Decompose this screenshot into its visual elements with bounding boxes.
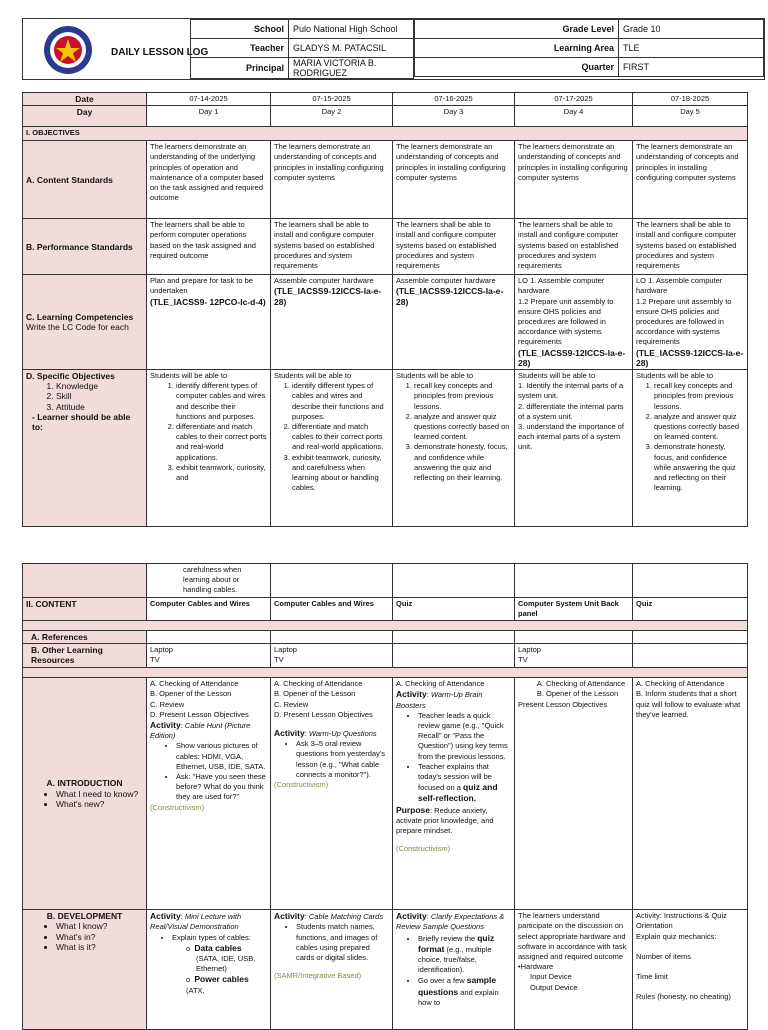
day-4: Day 4 — [515, 106, 633, 127]
competency-day4 — [515, 275, 633, 370]
list-item: 3. exhibit teamwork, curiosity, and carefulness when learning about or handling cables. — [292, 453, 389, 494]
list-item: 3. understand the importance of each internal parts of a system unit. — [518, 422, 624, 452]
competency-day2 — [271, 275, 393, 370]
content-standards-day3: The learners demonstrate an understanding of concepts and principles in installing configuring computer systems — [393, 141, 515, 219]
development-day5: Activity: Instructions & Quiz Orientation Explain quiz mechanics: Number of items Time limit Rules (honesty, no cheating) — [633, 910, 748, 1030]
competency-day3 — [393, 275, 515, 370]
list-item: 1. recall key concepts and principles from previous lessons. — [654, 381, 744, 412]
introduction-day2: A. Checking of Attendance B. Opener of the Lesson C. Review D. Present Lesson Objectives Activity: Warm-Up Questions • Ask 3–5 oral review questions from yesterday's lesson (e.g., "What cable connects a monitor?"). (Constructivism) — [271, 678, 393, 910]
objectives-day5 — [633, 370, 748, 527]
objectives-heading: I. OBJECTIVES — [23, 127, 748, 141]
performance-standards-day4: The learners shall be able to install and configure computer systems based on established procedures and system requirements — [515, 219, 633, 275]
content-label: II. CONTENT — [23, 597, 147, 620]
competency-text: LO 1. Assemble computer hardware 1.2 Prepare unit assembly to ensure OHS policies and procedures are followed in accordance with systems requirements — [518, 276, 614, 347]
content-standards-label: A. Content Standards — [23, 141, 147, 219]
development-day3: Activity: Clarify Expectations & Review Sample Questions • Briefly review the quiz format (e.g., multiple choice, true/false, identification). • Go over a few sample questions and explain how to — [393, 910, 515, 1030]
list-item: 2. differentiate the internal parts of a system unit. — [518, 401, 624, 421]
objectives-intro: Students will be able to — [518, 371, 596, 381]
performance-standards-label: B. Performance Standards — [23, 219, 147, 275]
competency-text: Plan and prepare for task to be undertaken — [150, 276, 253, 296]
list-item: • Teacher leads a quick review game (e.g., "Quick Recall" or "Pass the Question") using key terms from the previous lessons. — [418, 711, 511, 762]
objectives-list — [274, 381, 389, 493]
development-day1: Activity: Mini Lecture with Real/Visual Demonstration • Explain types of cables: o Data cables (SATA, IDE, USB, Ethernet) o Power cables (ATX, — [147, 910, 271, 1030]
list-item: • Go over a few sample questions and explain how to — [418, 975, 511, 1008]
list-item: • Students match names, functions, and images of cables using prepared cards or digital slides. — [296, 922, 389, 963]
list-item: 1. Knowledge — [56, 381, 143, 391]
list-item: 2. differentiate and match cables to their correct ports and real-world applications. — [292, 422, 389, 453]
objectives-day4 — [515, 370, 633, 527]
content-standards-day4: The learners demonstrate an understanding of concepts and principles in installing configuring computer systems — [515, 141, 633, 219]
list-item: 2. analyze and answer quiz questions correctly based on learned content. — [654, 412, 744, 443]
objectives-intro: Students will be able to — [636, 371, 714, 381]
list-item: • What's in? — [56, 932, 143, 942]
content-day4: Computer System Unit Back panel — [515, 597, 633, 620]
area-label: Learning Area — [415, 39, 619, 58]
competency-day5 — [633, 275, 748, 370]
list-item: • What I know? — [56, 921, 143, 931]
principal-label: Principal — [191, 58, 289, 79]
list-item: 3. demonstrate honesty, focus, and confidence while answering the quiz and reflecting on their learning. — [654, 442, 744, 493]
date-label: Date — [23, 93, 147, 106]
teacher-value: GLADYS M. PATACSIL — [289, 39, 414, 58]
list-item: • What is it? — [56, 942, 143, 952]
performance-standards-day1: The learners shall be able to perform computer operations based on the task assigned and required outcome — [147, 219, 271, 275]
introduction-day1: A. Checking of Attendance B. Opener of the Lesson C. Review D. Present Lesson Objectives Activity: Cable Hunt (Picture Edition) • Show various pictures of cables: HDMI, VGA, Ethernet, USB, IDE, SATA. • Ask: "Have you seen these before? What do you think they are used for?" (Constructivism) — [147, 678, 271, 910]
objectives-intro: Students will be able to — [150, 371, 228, 381]
introduction-day4: A. Checking of Attendance B. Opener of the Lesson Present Lesson Objectives — [515, 678, 633, 910]
objectives-day3 — [393, 370, 515, 527]
list-item: • Teacher explains that today's session will be focused on a quiz and self-reflection. — [418, 762, 511, 805]
competency-code: (TLE_IACSS9- 12PCO-Ic-d-4) — [150, 296, 266, 307]
competency-code: (TLE_IACSS9-12ICCS-Ia-e-28) — [636, 347, 744, 368]
day-5: Day 5 — [633, 106, 748, 127]
list-item: 3. Attitude — [56, 402, 143, 412]
content-day3: Quiz — [393, 597, 515, 620]
competency-text: LO 1. Assemble computer hardware 1.2 Prepare unit assembly to ensure OHS policies and procedures are followed in accordance with systems requirements — [636, 276, 732, 347]
competencies-title: C. Learning Competencies — [26, 311, 134, 322]
development-day4: The learners understand participate on the discussion on select appropriate hardware and software in accordance with task assigned and required outcome •Hardware Input Device Output Device — [515, 910, 633, 1030]
list-item: o Data cables (SATA, IDE, USB, Ethernet) — [186, 942, 256, 974]
specific-objectives-list — [26, 381, 143, 412]
list-item: • What's new? — [56, 799, 143, 809]
competency-text: Assemble computer hardware — [396, 276, 496, 286]
objectives-intro: Students will be able to — [274, 371, 352, 381]
list-item: 2. differentiate and match cables to their correct ports and real-world applications. — [176, 422, 267, 463]
list-item: 1. recall key concepts and principles from previous lessons. — [414, 381, 511, 412]
list-item: 1. identify different types of cables and wires and describe their functions and purposes. — [292, 381, 389, 422]
day-label: Day — [23, 106, 147, 127]
list-item: 3. exhibit teamwork, curiosity, and — [176, 463, 267, 483]
document-title: DAILY LESSON LOG — [111, 47, 209, 58]
grade-value: Grade 10 — [619, 20, 764, 39]
competency-text: Assemble computer hardware — [274, 276, 374, 286]
date-day4: 07-17-2025 — [515, 93, 633, 106]
resources-day4: Laptop TV — [515, 644, 633, 668]
performance-standards-day5: The learners shall be able to install and configure computer systems based on established procedures and system requirements — [633, 219, 748, 275]
development-label: B. DEVELOPMENT • What I know? • What's in? • What is it? — [23, 910, 147, 1030]
principal-value: MARIA VICTORIA B. RODRIGUEZ — [289, 58, 414, 79]
introduction-day3: A. Checking of Attendance Activity: Warm-Up Brain Boosters • Teacher leads a quick review game (e.g., "Quick Recall" or "Pass the Question") using key terms from the previous lessons. • Teacher explains that today's session will be focused on a quiz and self-reflection. Purpose: Reduce anxiety, activate prior knowledge, and prepare mindset. (Constructivism) — [393, 678, 515, 910]
school-value: Pulo National High School — [289, 20, 414, 39]
list-item: • Explain types of cables: o Data cables (SATA, IDE, USB, Ethernet) o Power cables (ATX, — [172, 933, 267, 996]
content-day2: Computer Cables and Wires — [271, 597, 393, 620]
specific-objectives-title: D. Specific Objectives — [26, 371, 115, 382]
date-day5: 07-18-2025 — [633, 93, 748, 106]
competencies-label — [23, 275, 147, 370]
objectives-list — [396, 381, 511, 483]
competency-code: (TLE_IACSS9-12ICCS-Ia-e-28) — [518, 347, 626, 368]
learner-should-label: Learner should be able to: — [32, 411, 131, 433]
list-item: • Ask 3–5 oral review questions from yesterday's lesson (e.g., "What cable connects a monitor?"). — [296, 739, 389, 780]
content-standards-day5: The learners demonstrate an understanding of concepts and principles in installing configuring computer systems — [633, 141, 748, 219]
list-item: o Power cables (ATX, — [186, 974, 249, 995]
day-2: Day 2 — [271, 106, 393, 127]
area-value: TLE — [619, 39, 764, 58]
header-right-table — [414, 19, 764, 77]
other-resources-label: B. Other Learning Resources — [23, 644, 147, 668]
resources-day2: Laptop TV — [271, 644, 393, 668]
deped-seal-icon — [43, 25, 93, 75]
list-item: • Ask: "Have you seen these before? What do you think they are used for?" — [176, 772, 267, 803]
list-item: 3. demonstrate honesty, focus, and confidence while answering the quiz and reflecting on their learning. — [414, 442, 511, 483]
list-item: • What I need to know? — [56, 789, 143, 799]
development-day2: Activity: Cable Matching Cards • Students match names, functions, and images of cables using prepared cards or digital slides. (SAMR/Integrative Based) — [271, 910, 393, 1030]
grade-label: Grade Level — [415, 20, 619, 39]
competencies-subtitle: Write the LC Code for each — [26, 322, 129, 333]
competency-code: (TLE_IACSS9-12ICCS-Ia-e-28) — [396, 286, 504, 307]
content-day5: Quiz — [633, 597, 748, 620]
list-item: 1. Identify the internal parts of a system unit. — [518, 381, 624, 401]
quarter-label: Quarter — [415, 58, 619, 77]
performance-standards-day2: The learners shall be able to install and configure computer systems based on established procedures and system requirements — [271, 219, 393, 275]
competency-day1 — [147, 275, 271, 370]
day-3: Day 3 — [393, 106, 515, 127]
specific-objectives-label: D. Specific Objectives 1. Knowledge 2. Skill 3. Attitude - Learner should be able to: — [23, 370, 147, 527]
performance-standards-day3: The learners shall be able to install and configure computer systems based on established procedures and system requirements — [393, 219, 515, 275]
list-item: A. Checking of Attendance — [546, 679, 629, 689]
objectives-day2 — [271, 370, 393, 527]
content-standards-day1: The learners demonstrate an understanding of the underlying principles of operation and maintenance of a computer based on the task assigned and required outcome — [147, 141, 271, 219]
header-left-table — [190, 19, 414, 79]
references-label: A. References — [23, 631, 147, 644]
content-standards-day2: The learners demonstrate an understanding of concepts and principles in installing configuring computer systems — [271, 141, 393, 219]
list-item: • Briefly review the quiz format (e.g., multiple choice, true/false, identification). — [418, 933, 511, 976]
school-label: School — [191, 20, 289, 39]
teacher-label: Teacher — [191, 39, 289, 58]
objectives-intro: Students will be able to — [396, 371, 474, 381]
list-item: 1. identify different types of computer cables and wires and describe their functions and purposes. — [176, 381, 267, 422]
content-day1: Computer Cables and Wires — [147, 597, 271, 620]
list-item: 2. analyze and answer quiz questions correctly based on learned content. — [414, 412, 511, 443]
objectives-day1-continued: carefulness when learning about or handling cables. — [147, 564, 271, 598]
date-day2: 07-15-2025 — [271, 93, 393, 106]
objectives-day1 — [147, 370, 271, 527]
competency-code: (TLE_IACSS9-12ICCS-Ia-e-28) — [274, 286, 382, 307]
list-item: 2. Skill — [56, 391, 143, 401]
introduction-label: A. INTRODUCTION • What I need to know? • What's new? — [23, 678, 147, 910]
date-day1: 07-14-2025 — [147, 93, 271, 106]
list-item: • Show various pictures of cables: HDMI, VGA, Ethernet, USB, IDE, SATA. — [176, 741, 267, 772]
day-1: Day 1 — [147, 106, 271, 127]
objectives-list — [636, 381, 744, 493]
date-day3: 07-16-2025 — [393, 93, 515, 106]
introduction-day5: A. Checking of Attendance B. Inform students that a short quiz will follow to evaluate what they've learned. — [633, 678, 748, 910]
resources-day1: Laptop TV — [147, 644, 271, 668]
lesson-table-page1 — [22, 92, 748, 527]
objectives-list — [150, 381, 267, 483]
quarter-value: FIRST — [619, 58, 764, 77]
list-item: B. Opener of the Lesson — [546, 689, 629, 699]
lesson-table-page2 — [22, 563, 748, 1030]
